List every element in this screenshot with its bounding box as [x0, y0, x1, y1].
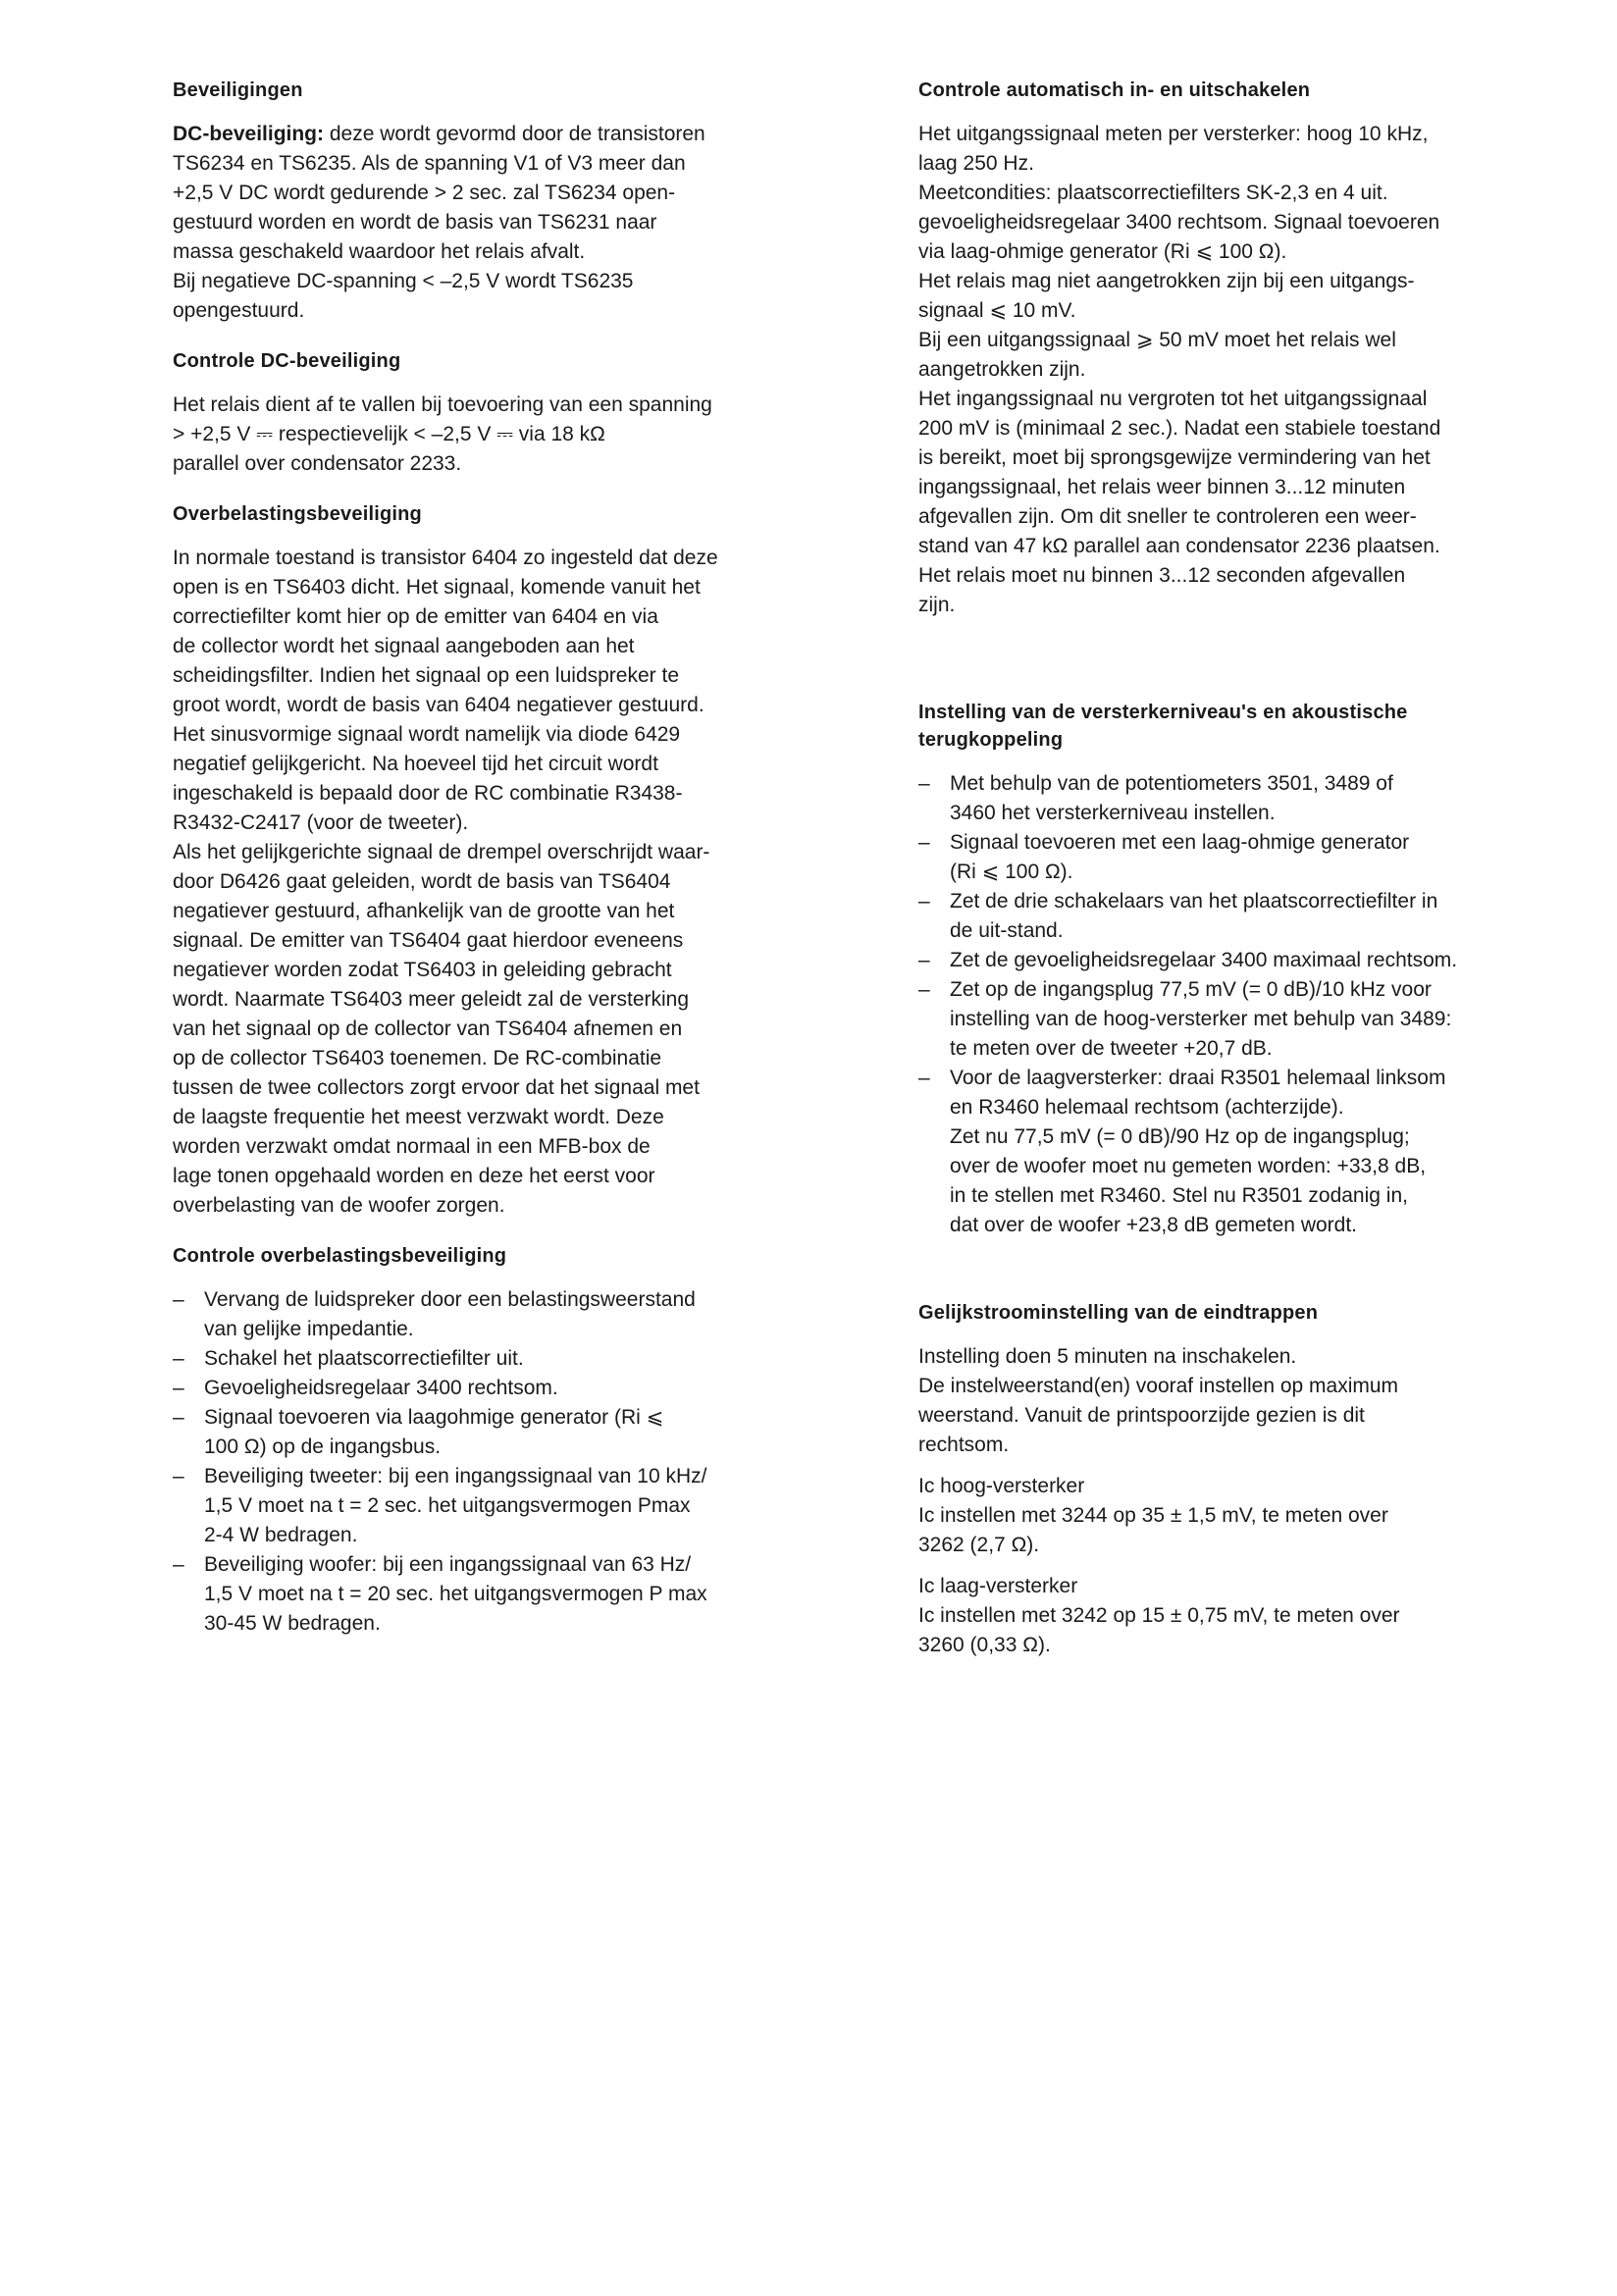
section-controle-dc: [173, 347, 840, 479]
list-controle-overbelasting: [173, 1285, 840, 1639]
section-controle-overbelasting: [173, 1242, 840, 1639]
list-item-text: Zet de drie schakelaars van het plaatscorrectiefilter in de uit-stand.: [950, 890, 1438, 942]
list-item-text: Gevoeligheidsregelaar 3400 rechtsom.: [204, 1377, 558, 1399]
dash-bullet: –: [918, 890, 930, 913]
right-column: [918, 77, 1546, 1682]
heading-beveiligingen: Beveiligingen: [173, 79, 303, 101]
list-item-text: Signaal toevoeren met een laag-ohmige generator (Ri ⩽ 100 Ω).: [950, 831, 1410, 883]
heading-gelijkstroom: Gelijkstroominstelling van de eindtrappen: [918, 1302, 1319, 1324]
list-instelling: [918, 769, 1546, 1240]
list-item-text: Zet op de ingangsplug 77,5 mV (= 0 dB)/10 kHz voor instelling van de hoog-versterker met behulp van 3489: te meten over de tweeter +20,7 dB.: [950, 978, 1452, 1060]
lead-dc-beveiliging: DC-beveiliging:: [173, 123, 325, 145]
dash-bullet: –: [918, 949, 930, 971]
list-item: [173, 1285, 840, 1344]
section-controle-automatisch: [918, 77, 1546, 620]
paragraph-controle-dc: Het relais dient af te vallen bij toevoering van een spanning > +2,5 V ⎓ respectievelijk < –2,5 V ⎓ via 18 kΩ parallel over condensator 2233.: [173, 393, 712, 475]
section-gelijkstroom: [918, 1299, 1546, 1660]
list-item: [173, 1550, 840, 1639]
dash-bullet: –: [918, 772, 930, 795]
list-item: [918, 828, 1546, 887]
list-item: [173, 1344, 840, 1374]
list-item-text: Signaal toevoeren via laagohmige generator (Ri ⩽ 100 Ω) op de ingangsbus.: [204, 1406, 664, 1458]
section-instelling: [918, 699, 1546, 1240]
dash-bullet: –: [173, 1347, 184, 1370]
paragraph-controle-automatisch: Het uitgangssignaal meten per versterker: hoog 10 kHz, laag 250 Hz. Meetcondities: plaatscorrectiefilters SK-2,3 en 4 uit. gevoeligheidsregelaar 3400 rechtsom. Signaal toevoeren via laag-ohmige generator (Ri ⩽ 100 Ω). Het relais mag niet aangetrokken zijn bij een uitgangs- signaal ⩽ 10 mV. Bij een uitgangssignaal ⩾ 50 mV moet het relais wel aangetrokken zijn. Het ingangssignaal nu vergroten tot het uitgangssignaal 200 mV is (minimaal 2 sec.). Nadat een stabiele toestand is bereikt, moet bij sprongsgewijze vermindering van het ingangssignaal, het relais weer binnen 3...12 minuten afgevallen zijn. Om dit sneller te controleren een weer- stand van 47 kΩ parallel aan condensator 2236 plaatsen. Het relais moet nu binnen 3...12 seconden afgevallen zijn.: [918, 123, 1441, 616]
paragraph-ic-laag: Ic laag-versterker Ic instellen met 3242 op 15 ± 0,75 mV, te meten over 3260 (0,33 Ω).: [918, 1575, 1400, 1656]
dash-bullet: –: [918, 831, 930, 854]
dash-bullet: –: [173, 1288, 184, 1311]
list-item-text: Schakel het plaatscorrectiefilter uit.: [204, 1347, 524, 1370]
list-item: [918, 769, 1546, 828]
list-item-text: Zet de gevoeligheidsregelaar 3400 maximaal rechtsom.: [950, 949, 1458, 971]
dash-bullet: –: [918, 978, 930, 1001]
paragraph-gelijkstroom-intro: Instelling doen 5 minuten na inschakelen. De instelweerstand(en) vooraf instellen op maximum weerstand. Vanuit de printspoorzijde gezien is dit rechtsom.: [918, 1345, 1399, 1456]
section-beveiligingen: [173, 77, 840, 326]
list-item: [918, 946, 1546, 975]
list-item-text: Beveiliging woofer: bij een ingangssignaal van 63 Hz/ 1,5 V moet na t = 20 sec. het uitgangsvermogen P max 30-45 W bedragen.: [204, 1553, 707, 1635]
list-item-text: Met behulp van de potentiometers 3501, 3489 of 3460 het versterkerniveau instellen.: [950, 772, 1393, 824]
section-overbelasting: [173, 500, 840, 1221]
dash-bullet: –: [173, 1465, 184, 1487]
dash-bullet: –: [173, 1553, 184, 1576]
list-item: [918, 975, 1546, 1064]
paragraph-dc-beveiliging: [173, 120, 840, 326]
list-item-text: Vervang de luidspreker door een belastingsweerstand van gelijke impedantie.: [204, 1288, 696, 1340]
list-item: [918, 887, 1546, 946]
text-dc-beveiliging: deze wordt gevormd door de transistoren TS6234 en TS6235. Als de spanning V1 of V3 meer dan +2,5 V DC wordt gedurende > 2 sec. zal TS6234 open- gestuurd worden en wordt de basis van TS6231 naar massa geschakeld waardoor het relais afvalt. Bij negatieve DC-spanning < –2,5 V wordt TS6235 opengestuurd.: [173, 123, 705, 322]
list-item: [173, 1403, 840, 1462]
list-item-text: Voor de laagversterker: draai R3501 helemaal linksom en R3460 helemaal rechtsom (achterzijde). Zet nu 77,5 mV (= 0 dB)/90 Hz op de ingangsplug; over de woofer moet nu gemeten worden: +33,8 dB, in te stellen met R3460. Stel nu R3501 zodanig in, dat over de woofer +23,8 dB gemeten wordt.: [950, 1067, 1446, 1236]
left-column: [173, 77, 840, 1660]
heading-controle-automatisch: Controle automatisch in- en uitschakelen: [918, 79, 1311, 101]
heading-controle-dc: Controle DC-beveiliging: [173, 350, 401, 372]
dash-bullet: –: [918, 1067, 930, 1089]
list-item: [173, 1374, 840, 1403]
dash-bullet: –: [173, 1406, 184, 1429]
list-item-text: Beveiliging tweeter: bij een ingangssignaal van 10 kHz/ 1,5 V moet na t = 2 sec. het uitgangsvermogen Pmax 2-4 W bedragen.: [204, 1465, 707, 1546]
list-item: [918, 1064, 1546, 1240]
heading-overbelasting: Overbelastingsbeveiliging: [173, 503, 422, 525]
heading-instelling: Instelling van de versterkerniveau's en akoustische terugkoppeling: [918, 702, 1408, 751]
paragraph-overbelasting: In normale toestand is transistor 6404 zo ingesteld dat deze open is en TS6403 dicht. Het signaal, komende vanuit het correctiefilter komt hier op de emitter van 6404 en via de collector wordt het signaal aangeboden aan het scheidingsfilter. Indien het signaal op een luidspreker te groot wordt, wordt de basis van 6404 negatiever gestuurd. Het sinusvormige signaal wordt namelijk via diode 6429 negatief gelijkgericht. Na hoeveel tijd het circuit wordt ingeschakeld is bepaald door de RC combinatie R3438- R3432-C2417 (voor de tweeter). Als het gelijkgerichte signaal de drempel overschrijdt waar- door D6426 gaat geleiden, wordt de basis van TS6404 negatiever gestuurd, afhankelijk van de grootte van het signaal. De emitter van TS6404 gaat hierdoor eveneens negatiever worden zodat TS6403 in geleiding gebracht wordt. Naarmate TS6403 meer geleidt zal de versterking van het signaal op de collector van TS6404 afnemen en op de collector TS6403 toenemen. De RC-combinatie tussen de twee collectors zorgt ervoor dat het signaal met de laagste frequentie het meest verzwakt wordt. Deze worden verzwakt omdat normaal in een MFB-box de lage tonen opgehaald worden en deze het eerst voor overbelasting van de woofer zorgen.: [173, 547, 718, 1217]
paragraph-ic-hoog: Ic hoog-versterker Ic instellen met 3244 op 35 ± 1,5 mV, te meten over 3262 (2,7 Ω).: [918, 1475, 1388, 1556]
heading-controle-overbelasting: Controle overbelastingsbeveiliging: [173, 1245, 507, 1267]
list-item: [173, 1462, 840, 1550]
dash-bullet: –: [173, 1377, 184, 1399]
